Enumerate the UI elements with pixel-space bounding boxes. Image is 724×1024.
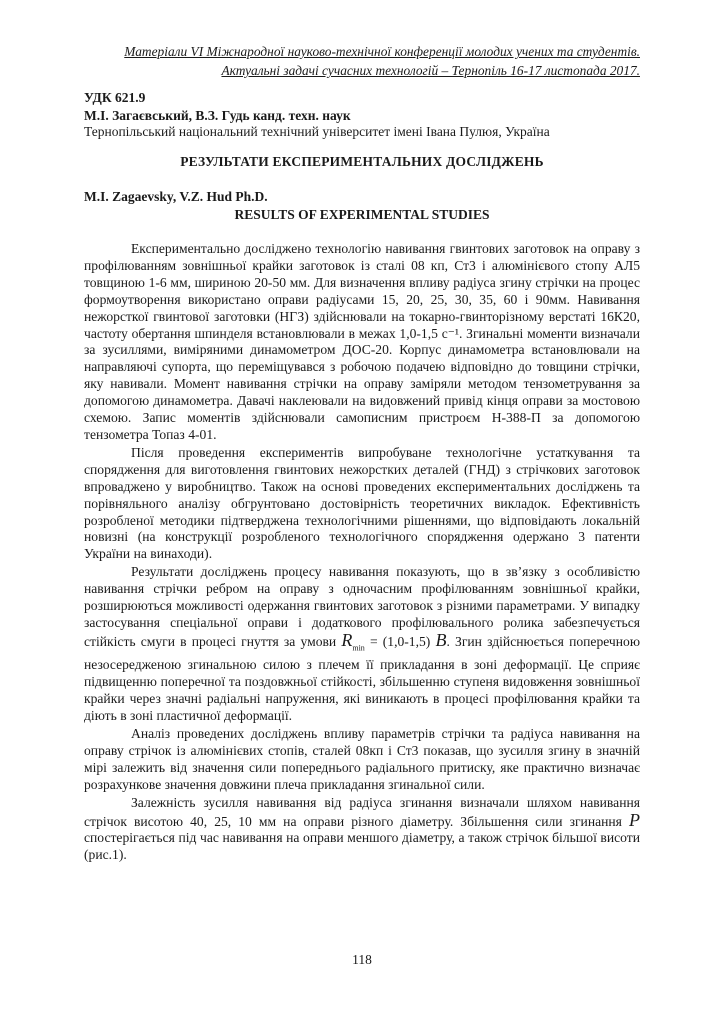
page-number: 118 [352,952,372,967]
udk-code: УДК 621.9 [84,90,146,105]
affiliation: Тернопільський національний технічний університет імені Івана Пулюя, Україна [84,124,550,139]
authors-english: M.I. Zagaevsky, V.Z. Hud Ph.D. [84,189,268,204]
conference-header-line-1: Матеріали VI Міжнародної науково-технічної конференції молодих учених та студентів. [124,44,640,59]
paragraph-5-part-2: спостерігається під час навивання на оправи меншого діаметру, а також стрічок більшої висоти (рис.1). [84,830,640,863]
paragraph-2: Після проведення експериментів випробуване технологічне устаткування та спорядження для виготовлення гвинтових нежорстких деталей (ГНД) з стрічкових заготовок впроваджено у виробництво. Також на основі проведених експериментальних досліджень та порівняльного аналізу обгрунтовано достовірність теоретичних викладок. Ефективність розробленої методики підтверджена технологічними рішеннями, що відповідають локальній новизні (на конструкції розробленого технологічного спорядження одержано 3 патенти України на винаходи). [84,444,640,562]
title-ukrainian: РЕЗУЛЬТАТИ ЕКСПЕРИМЕНТАЛЬНИХ ДОСЛІДЖЕНЬ [180,154,544,169]
formula-rhs: = (1,0-1,5) [369,633,431,649]
formula-rmin [341,629,365,653]
formula-sub-min: min [352,643,365,653]
article-body [84,241,640,864]
authors-ukrainian: М.І. Загаєвський, В.З. Гудь канд. техн. наук [84,108,351,123]
paragraph-3-part-2: . Згин здійснюється поперечною незосередженою згинальною силою з плечем її прикладання в зоні деформації. Це сприяє підвищенню поперечної та поздовжньої стійкості, збільшенню ступеня видовження зовнішньої крайки через значні радіальні напруження, які виникають в процесі профілювання крайки та діють в зоні пластичної деформації. [84,633,641,724]
paragraph-3 [84,564,640,725]
paragraph-4: Аналіз проведених досліджень впливу параметрів стрічки та радіуса навивання на оправу стрічок із алюмінієвих стопів, сталей 08кп і Ст3 показав, що зусилля згину в значній мірі залежить від значення сили попереднього радіального притиску, яке практично визначає розрахункове значення довжини плеча прикладання згинальної сили. [84,725,640,792]
title-english: RESULTS OF EXPERIMENTAL STUDIES [234,207,490,222]
conference-header-line-2: Актуальні задачі сучасних технологій – Тернопіль 16-17 листопада 2017. [221,63,640,78]
paragraph-3-part-1: Результати досліджень процесу навивання показують, що в зв’язку з особливістю навивання стрічки ребром на оправу з одночасним профілюванням зовнішньої крайки, розширюються можливості одержання гвинтових заготовок з різними параметрами. У випадку застосування спеціальної оправи і додаткового профілювального ролика забезпечується стійкість смуги в процесі гнуття за умови [84,564,640,649]
formula-b: B [435,629,447,650]
force-symbol-p: P [629,809,641,830]
formula-r: R [341,629,353,650]
paragraph-1: Експериментально досліджено технологію навивання гвинтових заготовок на оправу з профілюванням зовнішньої крайки заготовок із сталі 08 кп, Ст3 і алюмінієвого стопу АЛ5 товщиною 1-6 мм, шириною 20-50 мм. Для визначення впливу радіуса згину стрічки на процес формоутворення використано оправи радіусами 15, 20, 25, 30, 35, 60 і 90мм. Навивання нежорсткої гвинтової заготовки (НГЗ) здійснювали на токарно-гвинторізному верстаті 16К20, частоту обертання шпинделя встановлювали в межах 1,0-1,5 с⁻¹. Згинальні моменти визначали за зусиллями, виміряними динамометром ДОС-20. Корпус динамометра встановлювали на направляючі супорта, що переміщувався з робочою подачею відповідно до товщини стрічки, яку навивали. Момент навивання стрічки на оправу заміряли методом тензометрування за допомогою динамометра. Давачі наклеювали на видовжений привід кінця оправи за мостовою схемою. Запис моментів здійснювали самописним пристроєм Н-388-П за допомогою тензометра Топаз 4-01. [84,241,640,442]
paragraph-5 [84,795,640,865]
paragraph-5-part-1: Залежність зусилля навивання від радіуса згинання визначали шляхом навивання стрічок висотою 40, 25, 10 мм на оправи різного діаметру. Збільшення сили згинання [84,794,640,829]
